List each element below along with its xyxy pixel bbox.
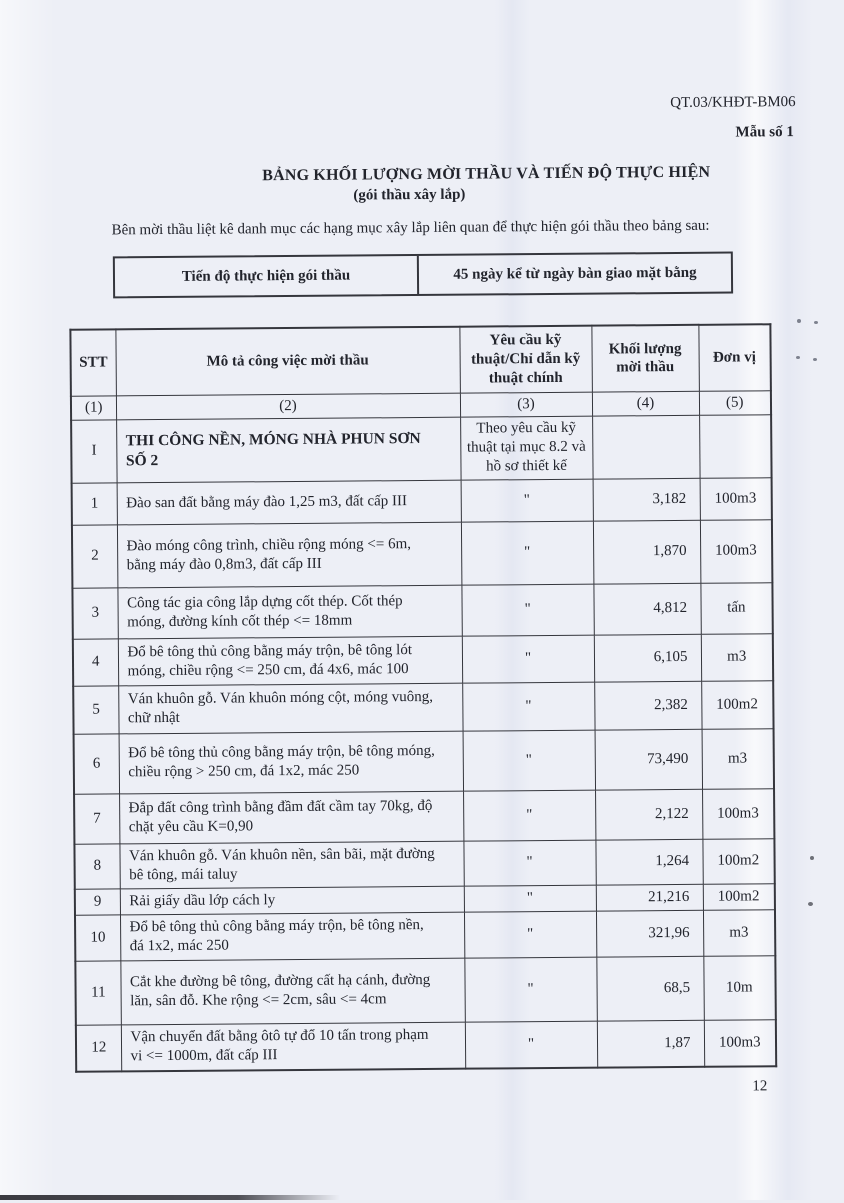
document-code: QT.03/KHĐT-BM06	[670, 94, 796, 112]
cell-description: Công tác gia công lắp dựng cốt thép. Cốt thép móng, đường kính cốt thép <= 18mm	[117, 585, 461, 639]
header-stt: STT	[70, 329, 116, 395]
header-requirement: Yêu cầu kỹ thuật/Chỉ dẫn kỹ thuật chính	[459, 326, 592, 393]
cell-unit: m3	[701, 633, 773, 681]
header-unit: Đơn vị	[698, 324, 771, 391]
cell-requirement: "	[463, 840, 595, 886]
cell-unit: 100m3	[700, 519, 772, 583]
cell-description: Đào móng công trình, chiều rộng móng <= 6m, bằng máy đào 0,8m3, đất cấp III	[117, 522, 461, 588]
scan-edge-artifact	[0, 1195, 340, 1200]
cell-unit: tấn	[700, 582, 772, 634]
document-title: BẢNG KHỐI LƯỢNG MỜI THẦU VÀ TIẾN ĐỘ THỰC HIỆN	[262, 163, 711, 185]
cell-stt: 11	[75, 961, 121, 1025]
header-quantity: Khối lượng mời thầu	[591, 325, 699, 392]
cell-stt: 4	[73, 639, 118, 686]
cell-quantity	[592, 415, 699, 479]
cell-requirement: "	[462, 635, 594, 683]
table-row	[74, 838, 774, 889]
cell-description: Đổ bê tông thủ công bằng máy trộn, bê tông móng, chiều rộng > 250 cm, đá 1x2, mác 250	[119, 731, 463, 794]
col-number: (4)	[592, 391, 699, 416]
form-number: Mẫu số 1	[735, 124, 794, 141]
cell-unit: 100m2	[701, 680, 773, 729]
cell-quantity: 321,96	[596, 911, 703, 957]
col-number: (2)	[116, 393, 460, 420]
cell-description: Đổ bê tông thủ công bằng máy trộn, bê tông nền, đá 1x2, mác 250	[120, 912, 464, 960]
cell-unit: 100m3	[700, 477, 772, 520]
table-row	[74, 728, 774, 793]
cell-stt: 10	[75, 915, 120, 961]
cell-stt: 6	[74, 734, 119, 794]
cell-stt: 8	[74, 844, 119, 890]
cell-quantity: 21,216	[596, 884, 703, 911]
document-subtitle: (gói thầu xây lắp)	[353, 186, 466, 204]
cell-stt: 7	[74, 794, 119, 844]
cell-stt: 3	[72, 588, 117, 639]
cell-requirement: "	[464, 957, 596, 1022]
scan-speck	[796, 356, 800, 359]
schedule-value: 45 ngày kể từ ngày bàn giao mặt bằng	[453, 264, 697, 283]
cell-unit: 100m2	[702, 838, 774, 884]
cell-unit	[699, 414, 771, 478]
cell-quantity: 68,5	[596, 956, 703, 1021]
cell-requirement: "	[463, 730, 595, 791]
col-number: (1)	[71, 395, 116, 420]
col-number: (5)	[699, 390, 771, 415]
cell-quantity: 1,264	[595, 839, 702, 885]
table-row	[76, 1019, 776, 1071]
cell-stt: 2	[72, 525, 117, 588]
cell-description: Vận chuyển đất bằng ôtô tự đổ 10 tấn trong phạm vi <= 1000m, đất cấp III	[121, 1022, 465, 1072]
cell-quantity: 6,105	[594, 634, 701, 682]
cell-stt: 12	[76, 1025, 121, 1072]
cell-requirement: "	[461, 521, 593, 585]
schedule-table	[113, 252, 733, 299]
cell-unit: 10m	[703, 955, 776, 1020]
cell-description: Đắp đất công trình bằng đầm đất cầm tay 70kg, độ chặt yêu cầu K=0,90	[119, 791, 463, 844]
cell-unit: 100m3	[704, 1019, 776, 1067]
cell-requirement: "	[465, 1021, 597, 1069]
table-row	[72, 477, 772, 524]
cell-description: Rải giấy dầu lớp cách ly	[120, 886, 464, 915]
table-header-row	[70, 324, 770, 395]
table-row	[73, 633, 773, 685]
cell-stt: 1	[72, 483, 117, 525]
table-row	[75, 910, 775, 961]
cell-requirement: "	[462, 682, 594, 731]
cell-unit: 100m2	[703, 884, 775, 911]
section-row	[71, 414, 771, 482]
header-description: Mô tả công việc mời thầu	[115, 327, 460, 396]
cell-requirement: Theo yêu cầu kỹ thuật tại mục 8.2 và hồ sơ thiết kế	[460, 416, 592, 480]
cell-stt: 9	[75, 889, 120, 916]
table-row	[72, 582, 772, 638]
intro-paragraph: Bên mời thầu liệt kê danh mục các hạng mục xây lắp liên quan để thực hiện gói thầu theo bảng sau:	[111, 217, 710, 239]
scan-speck	[808, 902, 813, 906]
scan-speck	[810, 856, 814, 860]
cell-unit: m3	[703, 910, 775, 956]
cell-requirement: "	[464, 911, 596, 957]
scan-speck	[797, 319, 801, 323]
cell-description: THI CÔNG NỀN, MÓNG NHÀ PHUN SƠN SỐ 2	[116, 417, 460, 483]
bill-of-quantities-table	[69, 323, 777, 1073]
cell-quantity: 2,122	[595, 789, 702, 840]
cell-requirement: "	[461, 584, 593, 636]
cell-unit: m3	[702, 728, 774, 789]
table-row	[72, 519, 772, 587]
schedule-label: Tiến độ thực hiện gói thầu	[115, 256, 419, 296]
col-number: (3)	[460, 392, 592, 417]
cell-quantity: 1,87	[597, 1020, 704, 1068]
cell-description: Ván khuôn gỗ. Ván khuôn móng cột, móng vuông, chữ nhật	[118, 683, 462, 734]
cell-requirement: "	[463, 790, 595, 841]
cell-requirement: "	[461, 479, 593, 522]
cell-description: Ván khuôn gỗ. Ván khuôn nền, sân bãi, mặt đường bê tông, mái taluy	[119, 841, 463, 889]
cell-requirement: "	[464, 885, 596, 912]
cell-quantity: 4,812	[593, 583, 700, 635]
cell-quantity: 1,870	[593, 520, 700, 584]
table-row	[75, 955, 775, 1024]
table-row	[74, 788, 774, 843]
cell-quantity: 3,182	[593, 478, 700, 521]
cell-description: Đào san đất bằng máy đào 1,25 m3, đất cấp III	[117, 480, 461, 525]
page-number: 12	[752, 1078, 768, 1095]
cell-quantity: 73,490	[595, 729, 702, 790]
cell-quantity: 2,382	[594, 681, 701, 730]
cell-stt: 5	[73, 686, 118, 734]
cell-description: Đổ bê tông thủ công bằng máy trộn, bê tông lót móng, chiều rộng <= 250 cm, đá 4x6, mác 100	[118, 636, 462, 686]
table-row	[73, 680, 773, 733]
cell-description: Cắt khe đường bê tông, đường cất hạ cánh, đường lăn, sân đỗ. Khe rộng <= 2cm, sâu <= 4cm	[120, 958, 464, 1025]
scan-speck	[814, 321, 818, 324]
cell-unit: 100m3	[702, 788, 774, 839]
cell-stt: I	[71, 420, 116, 483]
scan-speck	[813, 358, 817, 361]
